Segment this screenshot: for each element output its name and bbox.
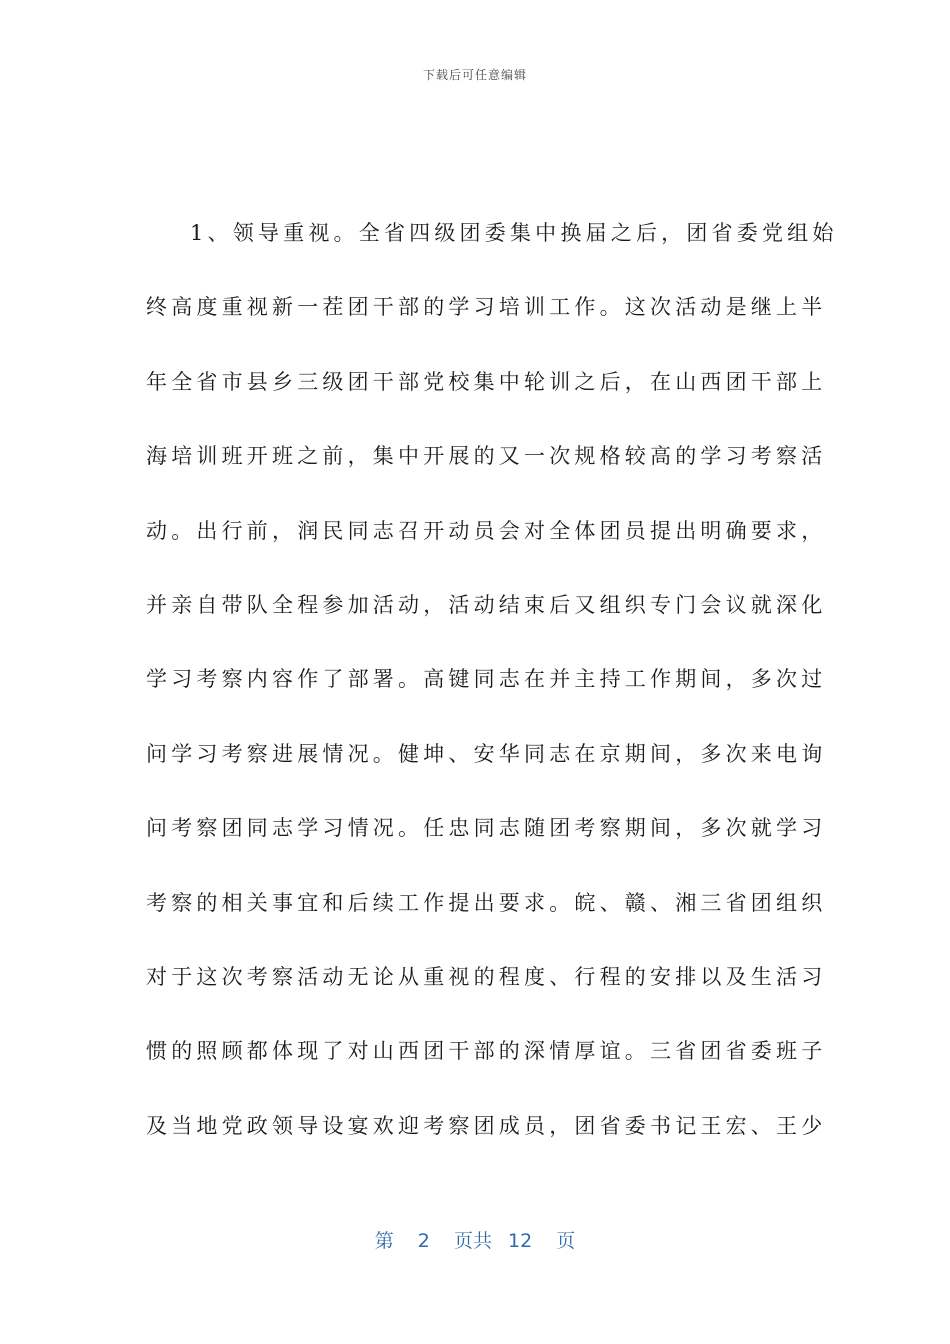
paragraph-line: 海培训班开班之前，集中开展的又一次规格较高的学习考察活: [146, 444, 827, 469]
paragraph-line: 动。出行前，润民同志召开动员会对全体团员提出明确要求，: [146, 518, 827, 543]
paragraph-line: 惯的照顾都体现了对山西团干部的深情厚谊。三省团省委班子: [146, 1039, 827, 1064]
paragraph-line: 终高度重视新一茬团干部的学习培训工作。这次活动是继上半: [146, 295, 827, 320]
paragraph-line: 及当地党政领导设宴欢迎考察团成员，团省委书记王宏、王少: [146, 1113, 827, 1138]
footer-suffix: 页: [556, 1230, 576, 1252]
footer-current-page: 2: [417, 1230, 430, 1252]
page-footer: [0, 1226, 950, 1253]
paragraph-line: 年全省市县乡三级团干部党校集中轮训之后，在山西团干部上: [146, 369, 827, 394]
paragraph-line: 问学习考察进展情况。健坤、安华同志在京期间，多次来电询: [146, 741, 827, 766]
paragraph-line: 1、领导重视。全省四级团委集中换届之后，团省委党组始: [190, 221, 838, 245]
paragraph-line: 并亲自带队全程参加活动，活动结束后又组织专门会议就深化: [146, 593, 827, 618]
body-paragraph: [146, 196, 838, 1163]
paragraph-line: 问考察团同志学习情况。任忠同志随团考察期间，多次就学习: [146, 816, 827, 841]
paragraph-line: 学习考察内容作了部署。高键同志在并主持工作期间，多次过: [146, 667, 827, 692]
page-header: [0, 66, 950, 83]
footer-middle: 页共: [453, 1230, 492, 1252]
footer-total-pages: 12: [508, 1230, 533, 1252]
header-note: 下载后可任意编辑: [422, 68, 527, 82]
footer-prefix: 第: [374, 1230, 394, 1252]
paragraph-line: 对于这次考察活动无论从重视的程度、行程的安排以及生活习: [146, 965, 827, 990]
paragraph-line: 考察的相关事宜和后续工作提出要求。皖、赣、湘三省团组织: [146, 890, 827, 915]
